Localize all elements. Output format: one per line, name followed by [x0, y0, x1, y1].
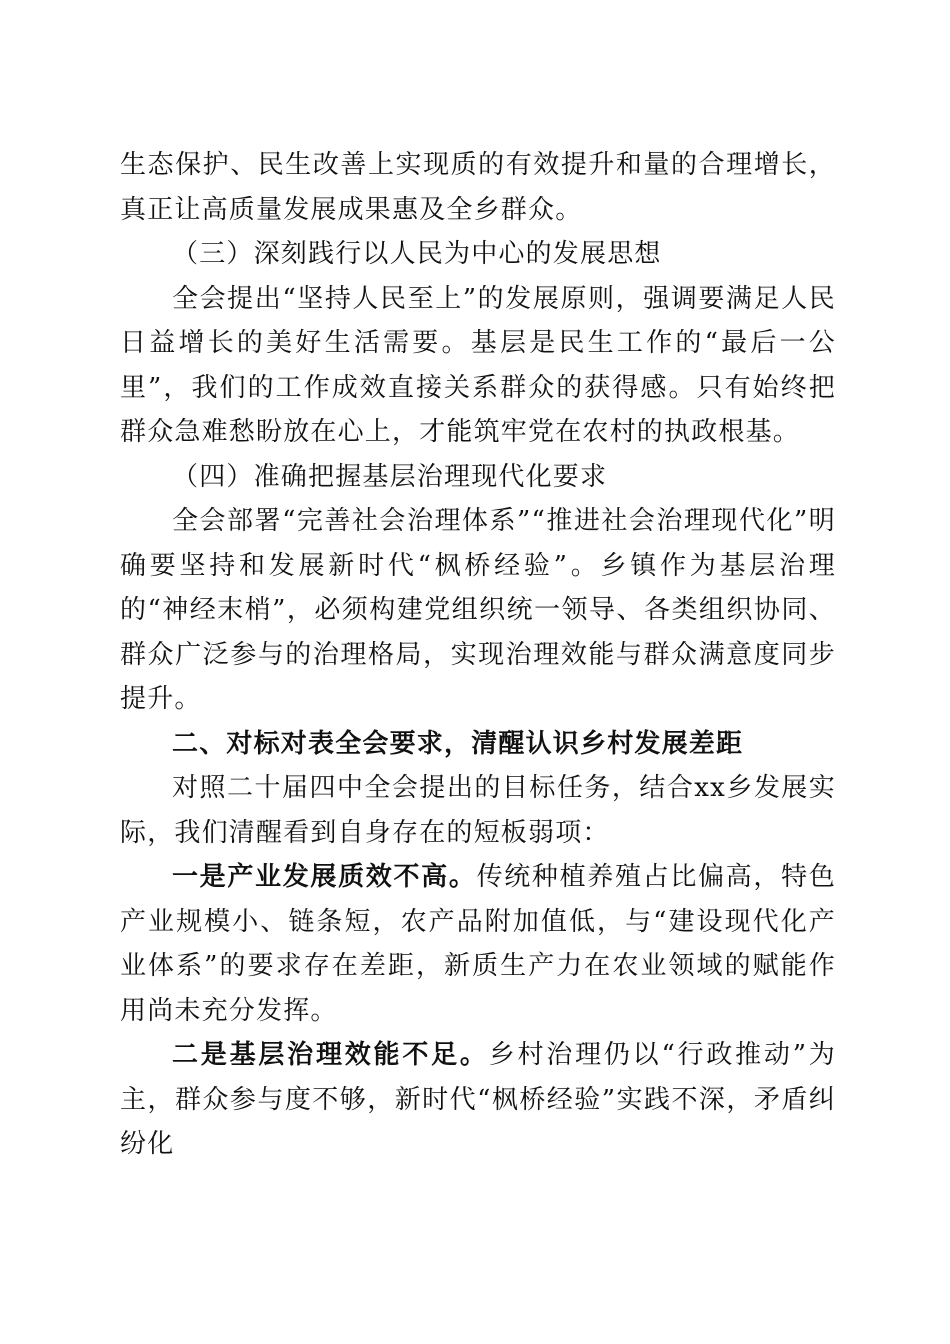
paragraph-continuation: 生态保护、民生改善上实现质的有效提升和量的合理增长，真正让高质量发展成果惠及全乡群众。: [120, 150, 836, 225]
document-body: [120, 143, 836, 1167]
paragraph-governance-gap: [120, 1033, 836, 1167]
paragraph-industry-gap: [120, 855, 836, 1033]
governance-gap-body: 乡村治理仍以“行政推动”为主，群众参与度不够，新时代“枫桥经验”实践不深，矛盾纠纷化: [120, 1040, 837, 1159]
paragraph-gap-intro: 对照二十届四中全会提出的目标任务，结合xx乡发展实际，我们清醒看到自身存在的短板弱项：: [120, 773, 836, 848]
governance-gap-lead: 二是基层治理效能不足。: [172, 1040, 489, 1070]
subheading-three: （三）深刻践行以人民为中心的发展思想: [172, 239, 662, 269]
industry-gap-lead: 一是产业发展质效不高。: [172, 862, 477, 892]
section-two-title: 二、对标对表全会要求，清醒认识乡村发展差距: [172, 728, 744, 759]
subheading-four: （四）准确把握基层治理现代化要求: [172, 461, 608, 492]
paragraph-governance: 全会部署“完善社会治理体系”“推进社会治理现代化”明确要坚持和发展新时代“枫桥经验”。乡镇作为基层治理的“神经末梢”，必须构建党组织统一领导、各类组织协同、群众广泛参与的治理格局，实现治理效能与群众满意度同步提升。: [120, 506, 836, 714]
paragraph-people-centered: 全会提出“坚持人民至上”的发展原则，强调要满足人民日益增长的美好生活需要。基层是民生工作的“最后一公里”，我们的工作成效直接关系群众的获得感。只有始终把群众急难愁盼放在心上，才能筑牢党在农村的执政根基。: [120, 283, 836, 447]
industry-gap-body: 传统种植养殖占比偏高，特色产业规模小、链条短，农产品附加值低，与“建设现代化产业体系”的要求存在差距，新质生产力在农业领域的赋能作用尚未充分发挥。: [120, 862, 836, 1026]
